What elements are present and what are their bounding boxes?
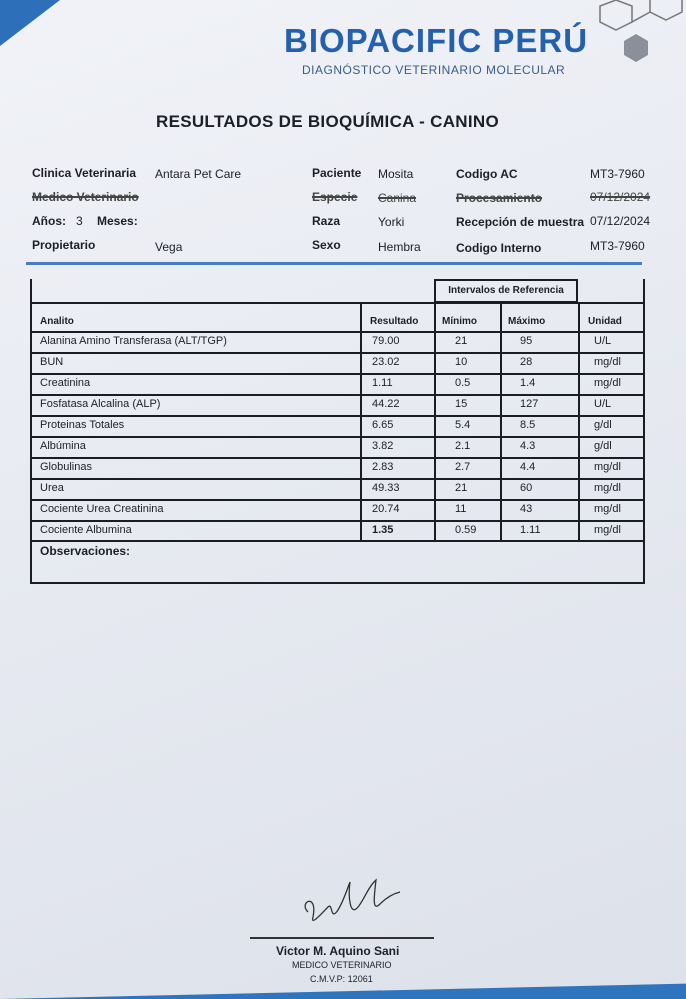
col-header-resultado: Resultado — [370, 316, 419, 327]
table-row-divider — [30, 457, 645, 459]
cell-minimo: 5.4 — [455, 419, 471, 431]
cell-analito: Proteinas Totales — [40, 419, 125, 431]
clinica-label: Clinica Veterinaria — [32, 166, 137, 180]
cell-minimo: 11 — [455, 503, 467, 515]
cell-unidad: g/dl — [594, 440, 612, 452]
cell-minimo: 0.59 — [455, 524, 477, 536]
propietario-value: Vega — [155, 240, 183, 254]
header-divider — [26, 262, 642, 265]
sexo-value: Hembra — [378, 240, 421, 254]
cell-unidad: mg/dl — [594, 524, 621, 536]
cell-maximo: 28 — [520, 356, 533, 368]
cell-minimo: 0.5 — [455, 377, 471, 389]
table-row-divider — [30, 478, 645, 480]
col-divider — [578, 302, 580, 540]
cell-unidad: mg/dl — [594, 503, 621, 515]
results-table — [30, 279, 645, 584]
table-row-divider — [30, 373, 645, 375]
cell-resultado: 1.35 — [372, 524, 394, 536]
col-divider — [434, 302, 436, 540]
medico-label: Medico Veterinario — [32, 190, 139, 204]
cell-unidad: U/L — [594, 335, 612, 347]
hexagon-logo-icon — [596, 0, 686, 80]
cell-maximo: 1.11 — [520, 524, 541, 536]
cell-maximo: 4.4 — [520, 461, 536, 473]
cell-minimo: 15 — [455, 398, 468, 410]
procesamiento-value: 07/12/2024 — [590, 190, 651, 204]
col-divider — [360, 302, 362, 540]
cell-unidad: g/dl — [594, 419, 612, 431]
cell-unidad: mg/dl — [594, 356, 621, 368]
cell-resultado: 23.02 — [372, 356, 400, 368]
recepcion-value: 07/12/2024 — [590, 214, 651, 228]
cell-analito: Globulinas — [40, 461, 92, 473]
cell-maximo: 60 — [520, 482, 533, 494]
cell-maximo: 95 — [520, 335, 533, 347]
table-row-divider — [30, 520, 645, 522]
table-row-divider — [30, 352, 645, 354]
signer-name: Victor M. Aquino Sani — [276, 944, 400, 958]
table-top-border — [30, 302, 645, 304]
cell-maximo: 127 — [520, 398, 539, 410]
cell-unidad: U/L — [594, 398, 612, 410]
handwritten-signature — [288, 872, 408, 932]
anos-value: 3 — [76, 214, 83, 228]
recepcion-label: Recepción de muestra — [456, 215, 585, 229]
codigo-ac-value: MT3-7960 — [590, 167, 645, 181]
signature-line — [250, 937, 434, 939]
table-row-divider — [30, 436, 645, 438]
clinica-value: Antara Pet Care — [155, 167, 242, 181]
cell-maximo: 1.4 — [520, 377, 536, 389]
reference-interval-header: Intervalos de Referencia — [434, 279, 578, 303]
procesamiento-label: Procesamiento — [456, 191, 543, 205]
especie-label: Especie — [312, 190, 358, 204]
col-divider — [500, 302, 502, 540]
especie-value: Canina — [378, 191, 417, 205]
cell-minimo: 21 — [455, 335, 468, 347]
report-title: RESULTADOS DE BIOQUÍMICA - CANINO — [156, 112, 499, 131]
codigo-ac-label: Codigo AC — [456, 167, 518, 181]
meses-label: Meses: — [97, 214, 138, 228]
raza-label: Raza — [312, 214, 341, 228]
cell-minimo: 2.1 — [455, 440, 471, 452]
cell-unidad: mg/dl — [594, 461, 621, 473]
cell-analito: Cociente Albumina — [40, 524, 132, 536]
cell-analito: Alanina Amino Transferasa (ALT/TGP) — [40, 335, 227, 347]
paciente-label: Paciente — [312, 166, 362, 180]
cell-resultado: 3.82 — [372, 440, 394, 452]
sexo-label: Sexo — [312, 238, 341, 252]
cell-maximo: 4.3 — [520, 440, 536, 452]
table-row-divider — [30, 499, 645, 501]
cell-resultado: 49.33 — [372, 482, 400, 494]
cell-maximo: 8.5 — [520, 419, 536, 431]
codigo-interno-value: MT3-7960 — [590, 239, 645, 253]
codigo-interno-label: Codigo Interno — [456, 241, 542, 255]
cell-resultado: 2.83 — [372, 461, 394, 473]
brand-title: BIOPACIFIC PERÚ — [284, 22, 589, 59]
signer-role: MEDICO VETERINARIO — [292, 960, 392, 970]
cell-minimo: 2.7 — [455, 461, 471, 473]
cell-unidad: mg/dl — [594, 377, 621, 389]
paciente-value: Mosita — [378, 167, 414, 181]
table-row-divider — [30, 415, 645, 417]
anos-label: Años: — [32, 214, 66, 228]
cell-minimo: 21 — [455, 482, 468, 494]
corner-band — [0, 0, 60, 46]
observaciones-label: Observaciones: — [40, 544, 131, 558]
cell-analito: Cociente Urea Creatinina — [40, 503, 164, 515]
cell-resultado: 6.65 — [372, 419, 394, 431]
col-header-analito: Analito — [40, 316, 74, 327]
cell-analito: Urea — [40, 482, 64, 494]
signer-cmvp: C.M.V.P: 12061 — [310, 974, 373, 984]
col-header-unidad: Unidad — [588, 316, 622, 327]
cell-maximo: 43 — [520, 503, 533, 515]
table-row-divider — [30, 394, 645, 396]
propietario-label: Propietario — [32, 238, 96, 252]
cell-minimo: 10 — [455, 356, 468, 368]
table-row-divider — [30, 331, 645, 333]
col-header-maximo: Máximo — [508, 316, 546, 327]
cell-analito: Fosfatasa Alcalina (ALP) — [40, 398, 161, 410]
cell-unidad: mg/dl — [594, 482, 621, 494]
cell-analito: Creatinina — [40, 377, 91, 389]
cell-resultado: 79.00 — [372, 335, 400, 347]
cell-analito: BUN — [40, 356, 64, 368]
col-header-minimo: Mínimo — [442, 316, 477, 327]
cell-resultado: 44.22 — [372, 398, 400, 410]
cell-resultado: 1.11 — [372, 377, 393, 389]
cell-analito: Albúmina — [40, 440, 86, 452]
cell-resultado: 20.74 — [372, 503, 400, 515]
raza-value: Yorki — [378, 215, 405, 229]
observaciones-divider — [30, 540, 645, 542]
brand-tagline: DIAGNÓSTICO VETERINARIO MOLECULAR — [302, 63, 566, 77]
